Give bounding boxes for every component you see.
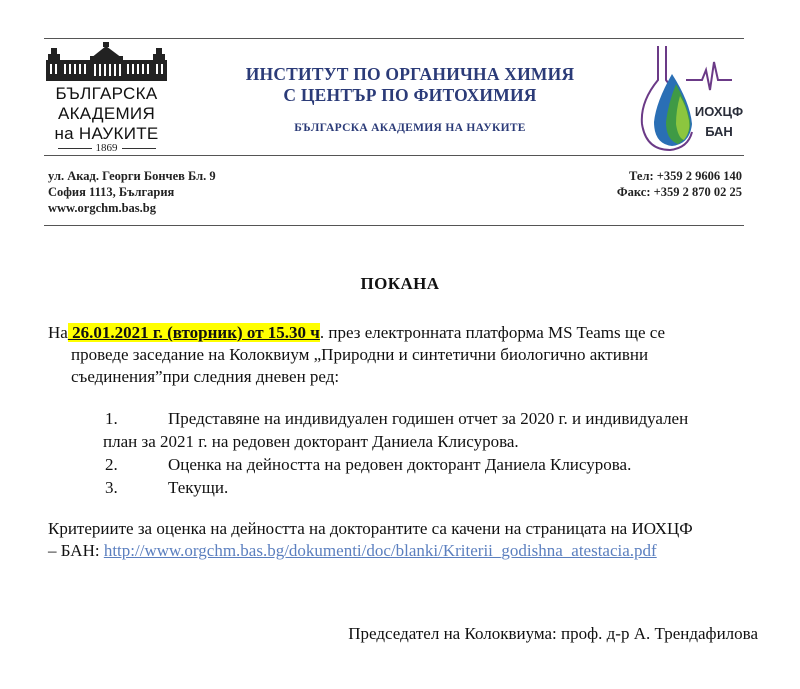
iohcf-logo-line1: ИОХЦФ: [694, 104, 744, 119]
address-block: [48, 168, 216, 216]
telephone: Тел: +359 2 9606 140: [629, 169, 742, 183]
intro-rest: . през електронната платформа MS Teams ще се: [319, 323, 666, 342]
agenda-item-number: 2.: [105, 455, 118, 474]
document-heading: ПОКАНА: [360, 274, 440, 293]
iohcf-logo-line2: БАН: [705, 124, 733, 139]
agenda-item: [48, 476, 757, 499]
agenda-item-number: 3.: [105, 478, 118, 497]
criteria-link[interactable]: http://www.orgchm.bas.bg/dokumenti/doc/blanki/Kriterii_godishna_atestacia.pdf: [103, 541, 657, 560]
agenda-item-number: 1.: [105, 409, 118, 428]
agenda-item-text: Текущи.: [168, 478, 229, 497]
agenda-item-text: Оценка на дейността на редовен докторант Даниела Клисурова.: [168, 455, 632, 474]
criteria-line1: Критериите за оценка на дейността на докторантите са качени на страницата на ИОХЦФ: [48, 519, 693, 538]
institute-title-line2: С ЦЕНТЪР ПО ФИТОХИМИЯ: [283, 85, 537, 105]
ban-logo-name: [44, 84, 169, 144]
ban-logo-line3: на НАУКИТЕ: [54, 124, 159, 143]
academy-building-icon: [46, 42, 167, 82]
institute-title-line1: ИНСТИТУТ ПО ОРГАНИЧНА ХИМИЯ: [245, 64, 575, 84]
intro-line1: [48, 322, 757, 344]
header-bottom-rule: [44, 225, 744, 226]
ban-logo-line1: БЪЛГАРСКА: [55, 84, 158, 103]
address-line2: София 1113, България: [48, 185, 175, 199]
phone-block: [617, 168, 742, 200]
ban-logo-year: 1869: [44, 143, 169, 154]
signature-line: Председател на Колоквиума: проф. д-р А. Трендафилова: [348, 624, 758, 643]
intro-line3: съединения”при следния дневен ред:: [71, 367, 340, 386]
intro-prefix: На: [48, 323, 68, 342]
institute-title: [205, 64, 615, 106]
intro-line2: проведе заседание на Колоквиум „Природни и синтетични биологично активни: [71, 345, 649, 364]
criteria-prefix: – БАН:: [48, 541, 104, 560]
criteria-line2: [48, 540, 757, 562]
meeting-date-highlight: 26.01.2021 г. (вторник) от 15.30 ч: [67, 323, 320, 342]
ban-logo: [44, 42, 169, 154]
header-top-rule: [44, 38, 744, 39]
criteria-paragraph: [48, 518, 757, 562]
address-line1: ул. Акад. Георги Бончев Бл. 9: [48, 169, 216, 183]
ban-logo-line2: АКАДЕМИЯ: [57, 104, 156, 123]
intro-paragraph: [48, 322, 757, 388]
agenda-list: [48, 407, 757, 499]
agenda-item-continuation: план за 2021 г. на редовен докторант Даниела Клисурова.: [103, 432, 519, 451]
agenda-item: [48, 407, 757, 453]
agenda-item-text: Представяне на индивидуален годишен отчет за 2020 г. и индивидуален: [168, 409, 689, 428]
iohcf-logo-text: [694, 102, 744, 142]
fax: Факс: +359 2 870 02 25: [616, 185, 742, 199]
header-mid-rule: [44, 155, 744, 156]
agenda-item: [48, 453, 757, 476]
academy-subtitle: БЪЛГАРСКА АКАДЕМИЯ НА НАУКИТЕ: [294, 122, 526, 134]
website-text: www.orgchm.bas.bg: [48, 201, 156, 215]
iohcf-logo: [636, 40, 746, 154]
